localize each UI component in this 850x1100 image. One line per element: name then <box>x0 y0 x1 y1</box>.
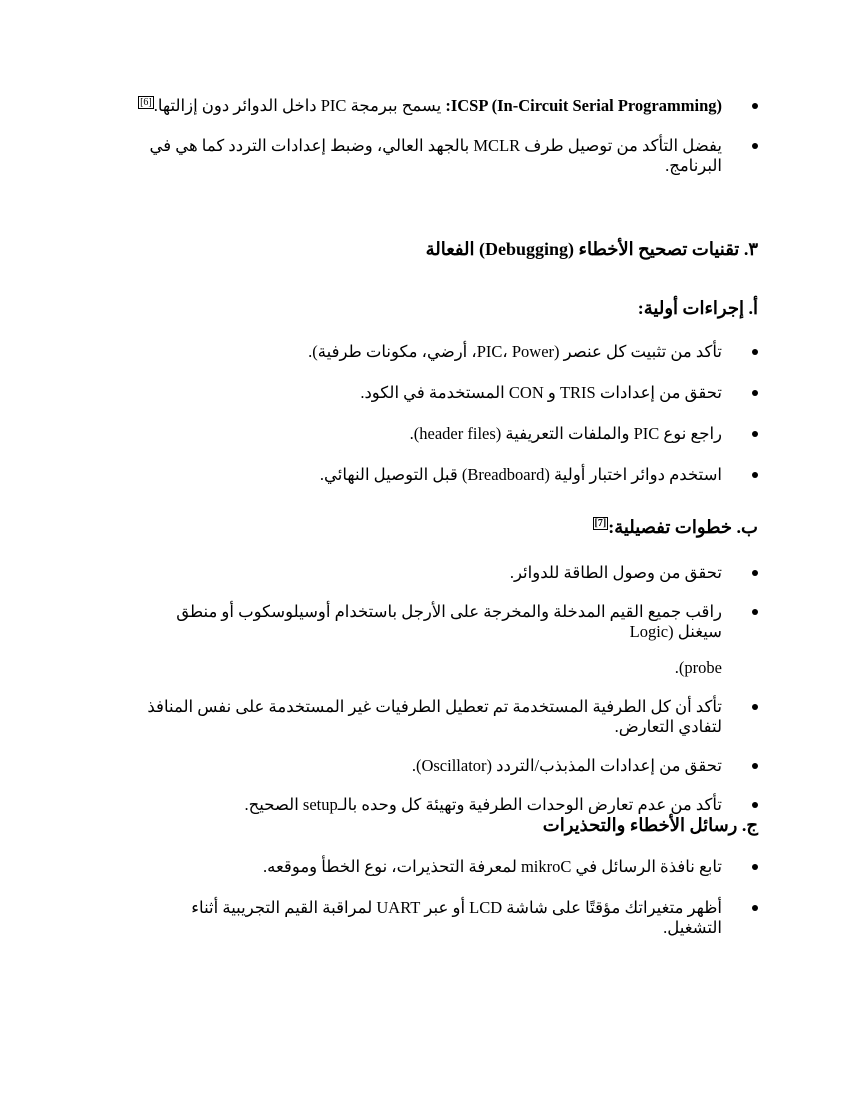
list-item <box>130 424 758 444</box>
icsp-term: ICSP (In-Circuit Serial Programming): <box>445 96 722 115</box>
bullet-icon <box>752 802 758 808</box>
list-item <box>130 756 758 776</box>
bullet-icon <box>752 905 758 911</box>
bullet-icon <box>752 763 758 769</box>
bullet-icon <box>752 570 758 576</box>
list-item <box>130 602 758 678</box>
bullet-icon <box>752 472 758 478</box>
list-item-text: تأكد أن كل الطرفية المستخدمة تم تعطيل الطرفيات غير المستخدمة على نفس المنافذ لتفادي التعارض. <box>147 697 722 736</box>
list-item <box>130 96 758 116</box>
heading-text: ب. خطوات تفصيلية: <box>608 517 758 537</box>
list-item-text: تحقق من إعدادات TRIS و CON المستخدمة في الكود. <box>360 383 722 402</box>
initial-steps-list <box>130 342 758 485</box>
list-item-text: تابع نافذة الرسائل في mikroC لمعرفة التحذيرات، نوع الخطأ وموقعه. <box>263 857 722 876</box>
section-heading-debugging: ٣. تقنيات تصحيح الأخطاء (Debugging) الفعالة <box>425 239 758 259</box>
bullet-icon <box>752 704 758 710</box>
intro-list <box>130 96 758 176</box>
subsection-heading-errors-warnings: ج. رسائل الأخطاء والتحذيرات <box>542 815 758 835</box>
list-item <box>130 136 758 176</box>
reference-marker[interactable]: [7] <box>594 518 607 529</box>
detailed-steps-list <box>130 563 758 815</box>
bullet-icon <box>752 390 758 396</box>
list-item-text: استخدم دوائر اختبار أولية (Breadboard) قبل التوصيل النهائي. <box>319 465 722 484</box>
list-item <box>130 795 758 815</box>
list-item <box>130 563 758 583</box>
reference-marker[interactable]: [6] <box>140 96 152 108</box>
subsection-heading-detailed-steps <box>130 516 758 538</box>
list-item-text: تأكد من عدم تعارض الوحدات الطرفية وتهيئة كل وحده بالـsetup الصحيح. <box>244 795 722 814</box>
list-item-text-continuation: probe). <box>674 658 722 677</box>
bullet-icon <box>752 143 758 149</box>
list-item <box>130 857 758 877</box>
bullet-icon <box>752 349 758 355</box>
list-item <box>130 465 758 485</box>
list-item-text: راجع نوع PIC والملفات التعريفية (header files). <box>409 424 722 443</box>
errors-warnings-list <box>130 857 758 938</box>
list-item-text: تأكد من تثبيت كل عنصر (PIC، Power، أرضي، مكونات طرفية). <box>308 342 722 361</box>
list-item-text: يفضل التأكد من توصيل طرف MCLR بالجهد العالي، وضبط إعدادات التردد كما هي في البرنامج. <box>149 136 722 175</box>
list-item-text: راقب جميع القيم المدخلة والمخرجة على الأرجل باستخدام أوسيلوسكوب أو منطق سيغنل (Logic <box>176 602 722 641</box>
bullet-icon <box>752 103 758 109</box>
icsp-description: يسمح ببرمجة PIC داخل الدوائر دون إزالتها. <box>153 96 446 115</box>
list-item <box>130 898 758 938</box>
list-item-text: تحقق من وصول الطاقة للدوائر. <box>509 563 722 582</box>
bullet-icon <box>752 609 758 615</box>
list-item-text: أظهر متغيراتك مؤقتًا على شاشة LCD أو عبر UART لمراقبة القيم التجريبية أثناء التشغيل. <box>191 898 722 937</box>
subsection-heading-initial-steps: أ. إجراءات أولية: <box>637 298 758 318</box>
list-item <box>130 342 758 362</box>
list-item-text: تحقق من إعدادات المذبذب/التردد (Oscillator). <box>411 756 722 775</box>
bullet-icon <box>752 431 758 437</box>
bullet-icon <box>752 864 758 870</box>
list-item <box>130 697 758 737</box>
list-item <box>130 383 758 403</box>
